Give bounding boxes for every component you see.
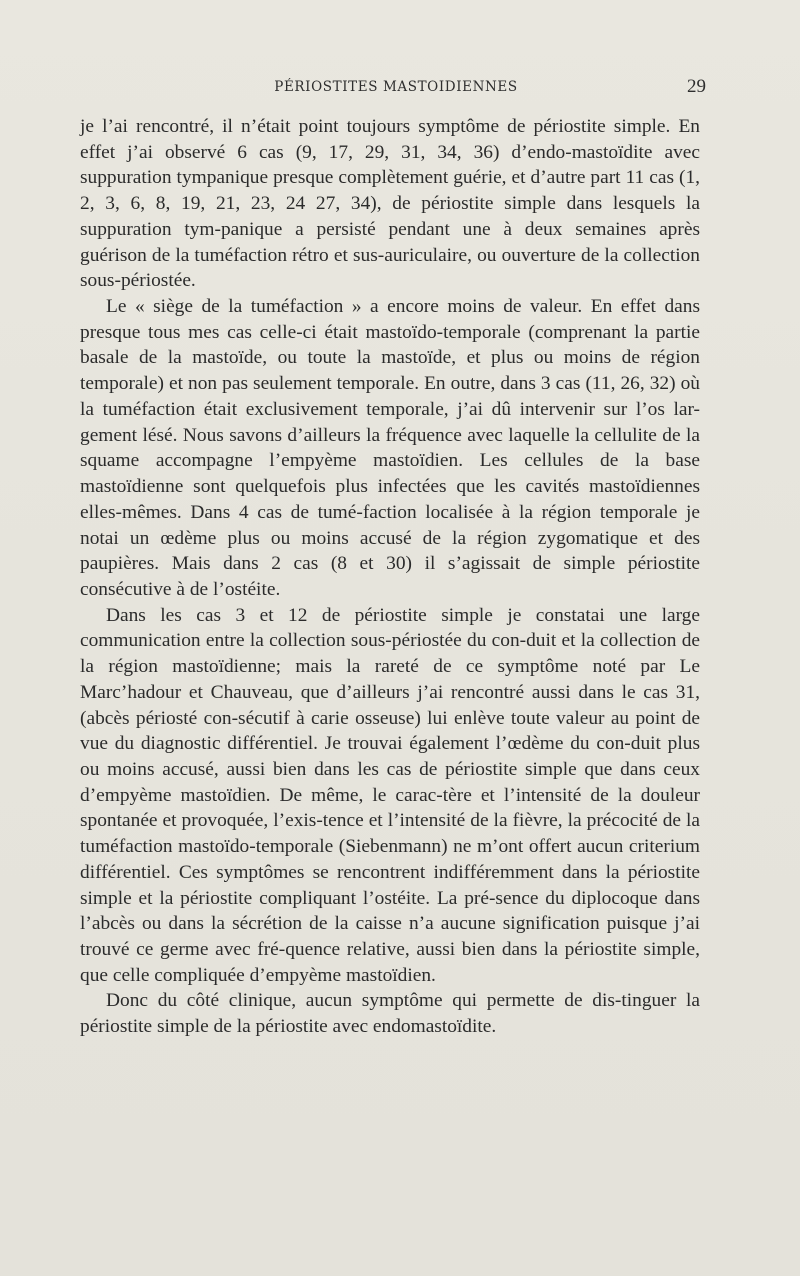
running-title: PÉRIOSTITES MASTOIDIENNES xyxy=(274,79,518,95)
body-text xyxy=(80,114,700,1040)
paragraph-2: Le « siège de la tuméfaction » a encore moins de valeur. En effet dans presque tous mes cas celle-ci était mastoïdo-temporale (comprenant la partie basale de la mastoïde, ou toute la mastoïde, et plus ou moins de région temporale) et non pas seulement temporale. En outre, dans 3 cas (11, 26, 32) où la tuméfaction était exclusivement temporale, j’ai dû intervenir sur l’os lar-gement lésé. Nous savons d’ailleurs la fréquence avec laquelle la cellulite de la squame accompagne l’empyème mastoïdien. Les cellules de la base mastoïdienne sont quelquefois plus infectées que les cavités mastoïdiennes elles-mêmes. Dans 4 cas de tumé-faction localisée à la région temporale je notai un œdème plus ou moins accusé de la région zygomatique et des paupières. Mais dans 2 cas (8 et 30) il s’agissait de simple périostite consécutive à de l’ostéite. xyxy=(80,296,700,600)
paragraph-4: Donc du côté clinique, aucun symptôme qui permette de dis-tinguer la périostite simple de la périostite avec endomastoïdite. xyxy=(80,990,700,1038)
page-number: 29 xyxy=(687,76,706,97)
paragraph-1: je l’ai rencontré, il n’était point toujours symptôme de périostite simple. En effet j’ai observé 6 cas (9, 17, 29, 31, 34, 36) d’endo-mastoïdite avec suppuration tympanique presque complètement guérie, et d’autre part 11 cas (1, 2, 3, 6, 8, 19, 21, 23, 24 27, 34), de périostite simple dans lesquels la suppuration tym-panique a persisté pendant une à deux semaines après guérison de la tuméfaction rétro et sus-auriculaire, ou ouverture de la collection sous-périostée. xyxy=(80,116,700,292)
paragraph-3: Dans les cas 3 et 12 de périostite simple je constatai une large communication entre la collection sous-périostée du con-duit et la collection de la région mastoïdienne; mais la rareté de ce symptôme noté par Le Marc’hadour et Chauveau, que d’ailleurs j’ai rencontré aussi dans le cas 31, (abcès périosté con-sécutif à carie osseuse) lui enlève toute valeur au point de vue du diagnostic différentiel. Je trouvai également l’œdème du con-duit plus ou moins accusé, aussi bien dans les cas de périostite simple que dans ceux d’empyème mastoïdien. De même, le carac-tère et l’intensité de la douleur spontanée et provoquée, l’exis-tence et l’intensité de la fièvre, la précocité de la tuméfaction mastoïdo-temporale (Siebenmann) ne m’ont offert aucun criterium différentiel. Ces symptômes se rencontrent indifféremment dans la périostite simple et la périostite compliquant l’ostéite. La pré-sence du diplocoque dans l’abcès ou dans la sécrétion de la caisse n’a aucune signification puisque j’ai trouvé ce germe avec fré-quence relative, aussi bien dans la périostite simple, que celle compliquée d’empyème mastoïdien. xyxy=(80,604,700,986)
page-header xyxy=(84,76,708,100)
